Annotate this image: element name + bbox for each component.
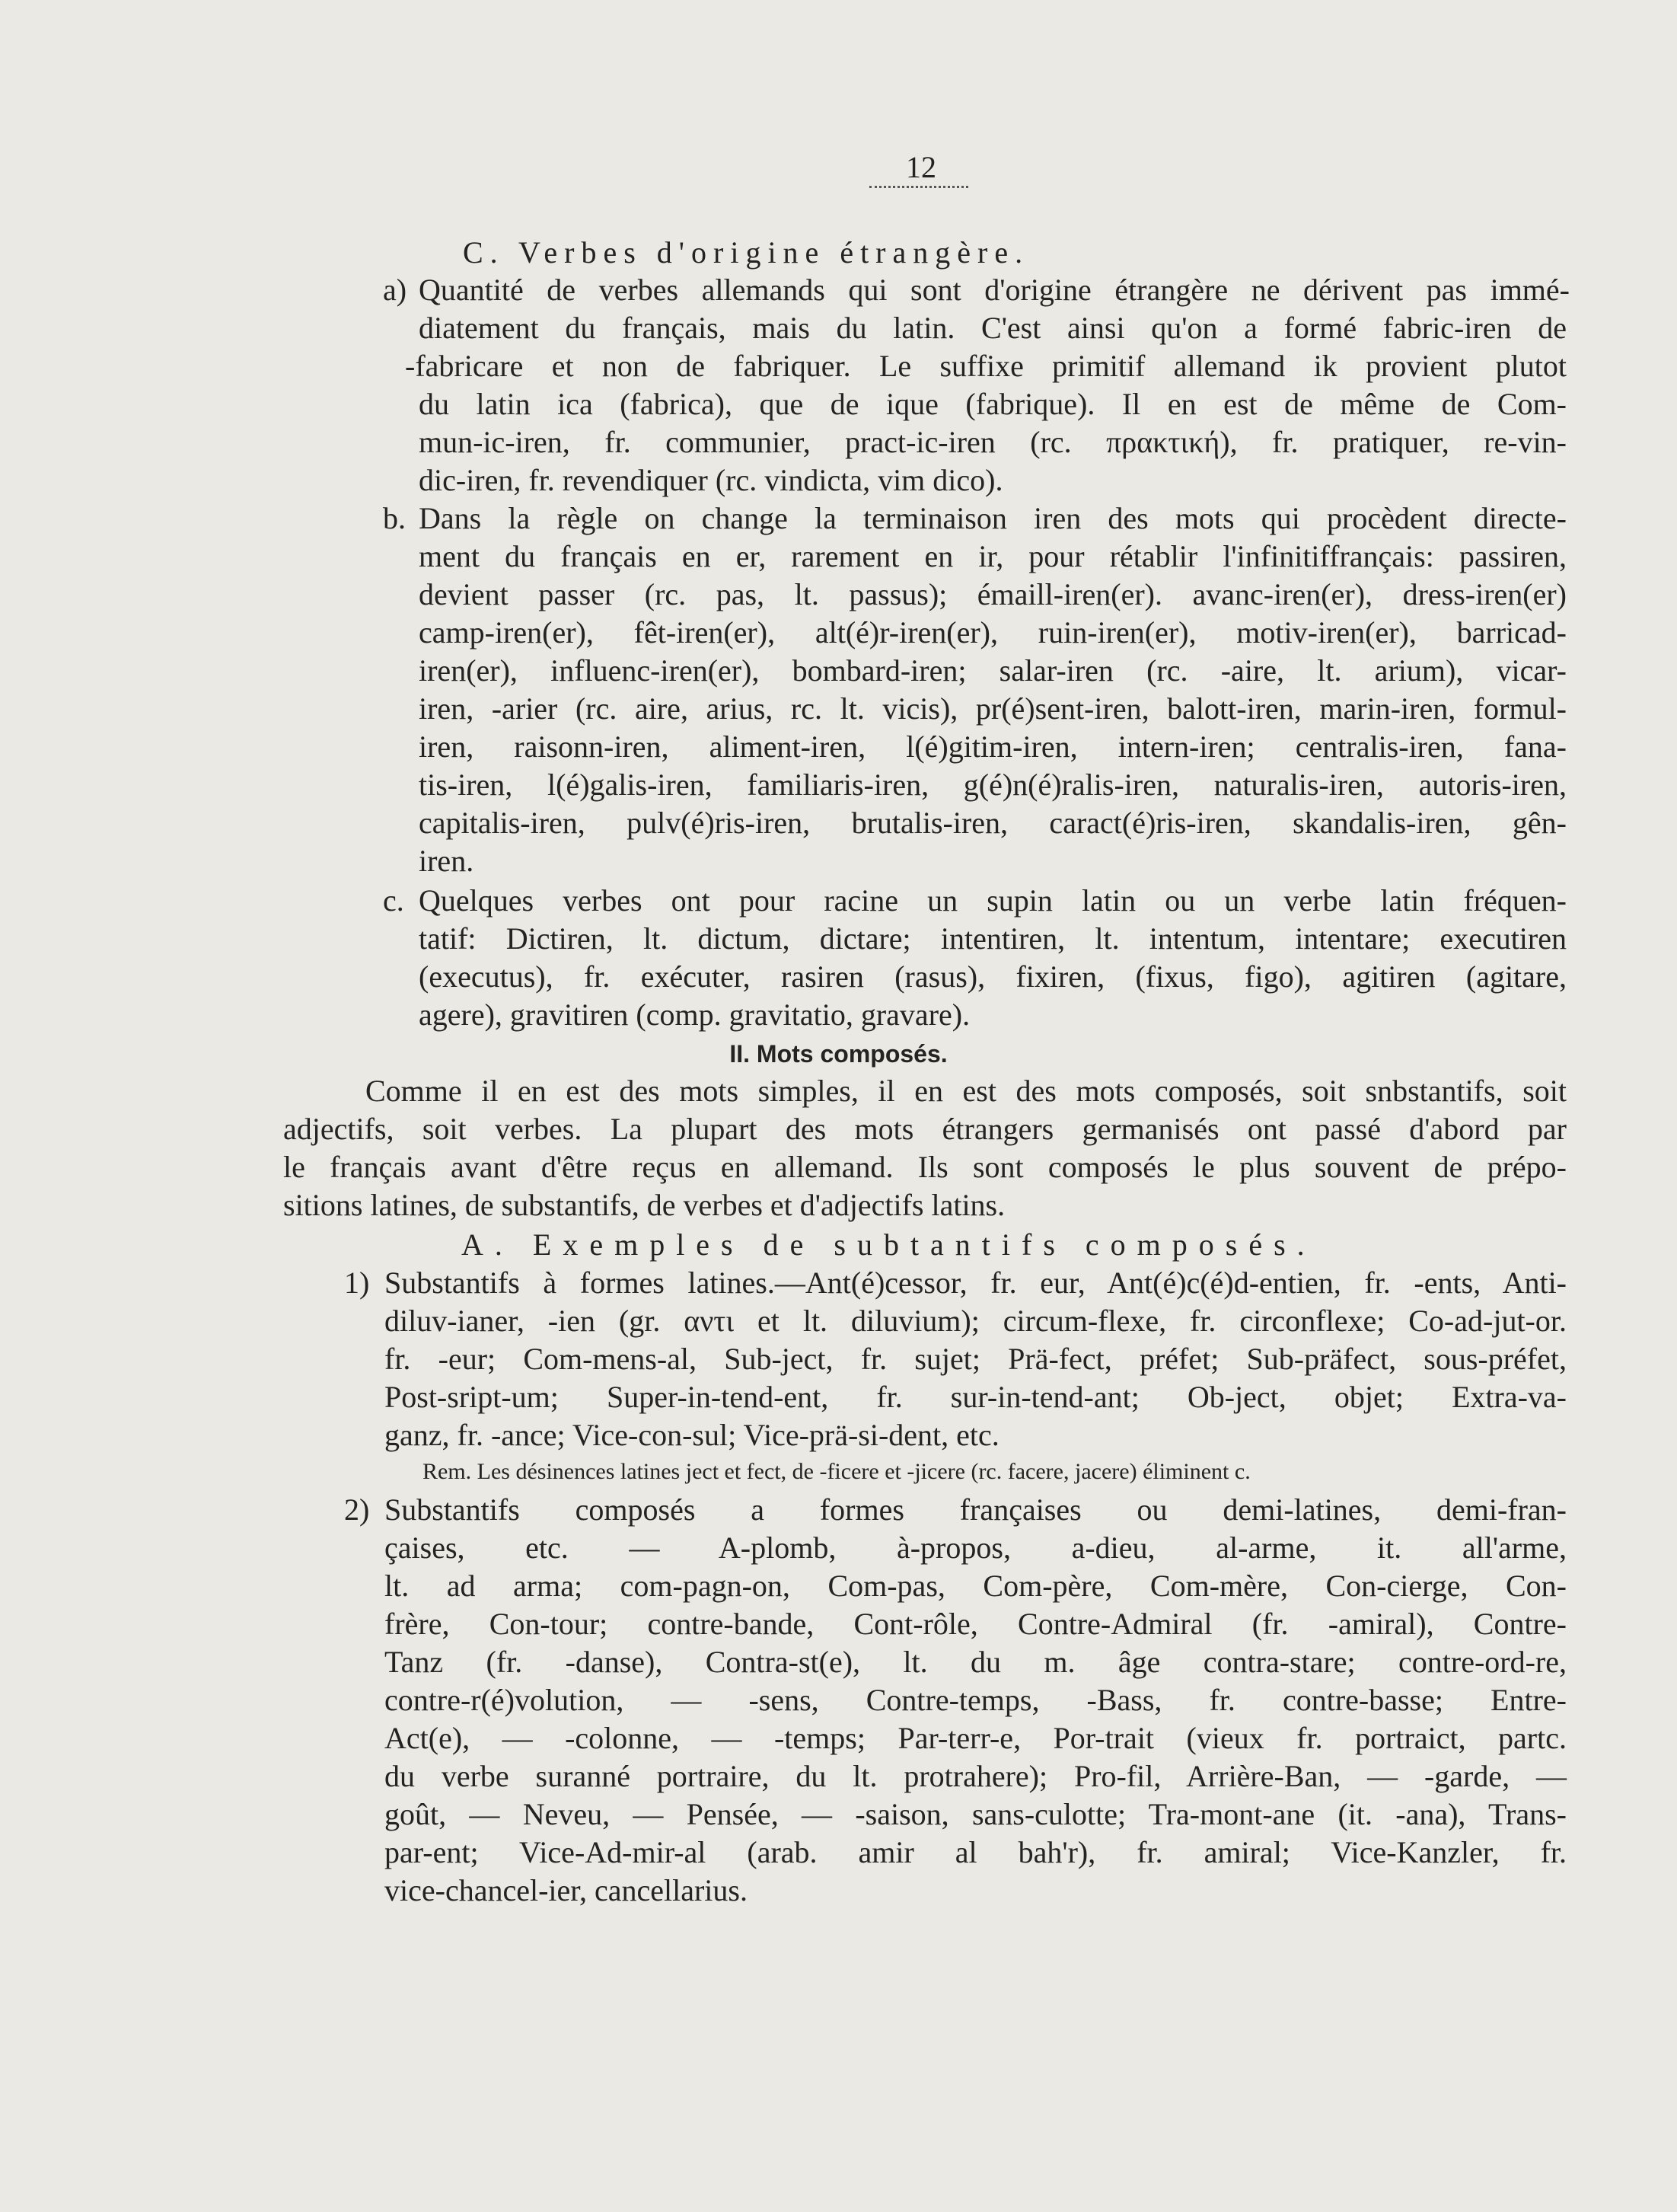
item-2-line: Substantifs composés a formes françaises ou demi-latines, demi-fran- [384,1492,1567,1527]
item-b-line: camp-iren(er), fêt-iren(er), alt(é)r-iren(er), ruin-iren(er), motiv-iren(er), barricad- [419,615,1567,650]
section-a-title: A. Exemples de subtantifs composés. [461,1227,1316,1262]
item-2-line: du verbe suranné portraire, du lt. protrahere); Pro-fil, Arrière-Ban, — -garde, — [384,1759,1567,1793]
item-a-line: dic-iren, fr. revendiquer (rc. vindicta, vim dico). [419,463,1003,497]
item-a-line: mun-ic-iren, fr. communier, pract-ic-iren (rc. πρακτική), fr. pratiquer, re-vin- [419,425,1567,459]
item-2-line: vice-chancel-ier, cancellarius. [384,1873,748,1907]
section-ii-line: Comme il en est des mots simples, il en est des mots composés, soit snbstantifs, soit [365,1074,1567,1108]
item-b-line: iren, -arier (rc. aire, arius, rc. lt. vicis), pr(é)sent-iren, balott-iren, marin-iren, formul- [419,691,1567,726]
page-number: 12 [906,150,936,184]
item-b-line: ment du français en er, rarement en ir, pour rétablir l'infinitiffrançais: passiren, [419,539,1567,573]
item-2-line: contre-r(é)volution, — -sens, Contre-temps, -Bass, fr. contre-basse; Entre- [384,1683,1567,1717]
item-1-label: 1) [344,1266,370,1300]
item-2-line: çaises, etc. — A-plomb, à-propos, a-dieu, al-arme, it. all'arme, [384,1531,1567,1565]
item-2-line: frère, Con-tour; contre-bande, Cont-rôle, Contre-Admiral (fr. -amiral), Contre- [384,1607,1567,1641]
item-2-line: par-ent; Vice-Ad-mir-al (arab. amir al bah'r), fr. amiral; Vice-Kanzler, fr. [384,1835,1567,1869]
item-1-line: Substantifs à formes latines.—Ant(é)cessor, fr. eur, Ant(é)c(é)d-entien, fr. -ents, Anti- [384,1266,1567,1300]
remark: Rem. Les désinences latines ject et fect, de -ficere et -jicere (rc. facere, jacere) éliminent c. [422,1459,1251,1484]
item-1-line: fr. -eur; Com-mens-al, Sub-ject, fr. sujet; Prä-fect, préfet; Sub-präfect, sous-préfet, [384,1342,1567,1376]
item-a-line: du latin ica (fabrica), que de ique (fabrique). Il en est de même de Com- [419,387,1567,421]
item-b-line: Dans la règle on change la terminaison iren des mots qui procèdent directe- [419,501,1567,535]
item-c-label: c. [383,883,404,918]
item-1-line: ganz, fr. -ance; Vice-con-sul; Vice-prä-si-dent, etc. [384,1418,1000,1452]
item-c-line: tatif: Dictiren, lt. dictum, dictare; intentiren, lt. intentum, intentare; executiren [419,921,1567,956]
item-c-line: agere), gravitiren (comp. gravitatio, gravare). [419,997,971,1032]
item-2-line: goût, — Neveu, — Pensée, — -saison, sans-culotte; Tra-mont-ane (it. -ana), Trans- [384,1797,1567,1831]
page-number-ornament [869,186,968,188]
section-ii-line: adjectifs, soit verbes. La plupart des mots étrangers germanisés ont passé d'abord par [283,1112,1567,1146]
section-ii-line: le français avant d'être reçus en allemand. Ils sont composés le plus souvent de prépo- [283,1150,1567,1184]
item-2-label: 2) [344,1492,370,1527]
item-2-line: Act(e), — -colonne, — -temps; Par-terr-e, Por-trait (vieux fr. portraict, partc. [384,1721,1567,1755]
item-1-line: diluv-ianer, -ien (gr. αντι et lt. diluvium); circum-flexe, fr. circonflexe; Co-ad-jut-or. [384,1304,1567,1338]
item-b-line: devient passer (rc. pas, lt. passus); émaill-iren(er). avanc-iren(er), dress-iren(er) [419,577,1567,611]
item-c-line: (executus), fr. exécuter, rasiren (rasus), fixiren, (fixus, figo), agitiren (agitare, [419,959,1567,994]
section-ii-heading: II. Mots composés. [729,1040,948,1068]
item-a-line: Quantité de verbes allemands qui sont d'origine étrangère ne dérivent pas immé- [419,273,1570,307]
item-a-line: diatement du français, mais du latin. C'est ainsi qu'on a formé fabric-iren de [419,311,1567,345]
item-b-line: capitalis-iren, pulv(é)ris-iren, brutalis-iren, caract(é)ris-iren, skandalis-iren, gên- [419,806,1567,840]
item-b-line: tis-iren, l(é)galis-iren, familiaris-iren, g(é)n(é)ralis-iren, naturalis-iren, autoris-iren, [419,768,1567,802]
item-c-line: Quelques verbes ont pour racine un supin latin ou un verbe latin fréquen- [419,883,1567,918]
item-b-line: iren. [419,844,474,878]
item-1-line: Post-sript-um; Super-in-tend-ent, fr. sur-in-tend-ant; Ob-ject, objet; Extra-va- [384,1380,1567,1414]
item-b-line: iren(er), influenc-iren(er), bombard-iren; salar-iren (rc. -aire, lt. arium), vicar- [419,653,1567,688]
item-a-line: -fabricare et non de fabriquer. Le suffixe primitif allemand ik provient plutot [405,349,1567,383]
item-b-label: b. [383,501,406,535]
item-b-line: iren, raisonn-iren, aliment-iren, l(é)gitim-iren, intern-iren; centralis-iren, fana- [419,729,1567,764]
section-c-title: C. Verbes d'origine étrangère. [463,235,1030,270]
item-a-label: a) [383,273,407,307]
item-2-line: Tanz (fr. -danse), Contra-st(e), lt. du m. âge contra-stare; contre-ord-re, [384,1645,1567,1679]
item-2-line: lt. ad arma; com-pagn-on, Com-pas, Com-père, Com-mère, Con-cierge, Con- [384,1569,1567,1603]
section-ii-line: sitions latines, de substantifs, de verbes et d'adjectifs latins. [283,1188,1006,1222]
